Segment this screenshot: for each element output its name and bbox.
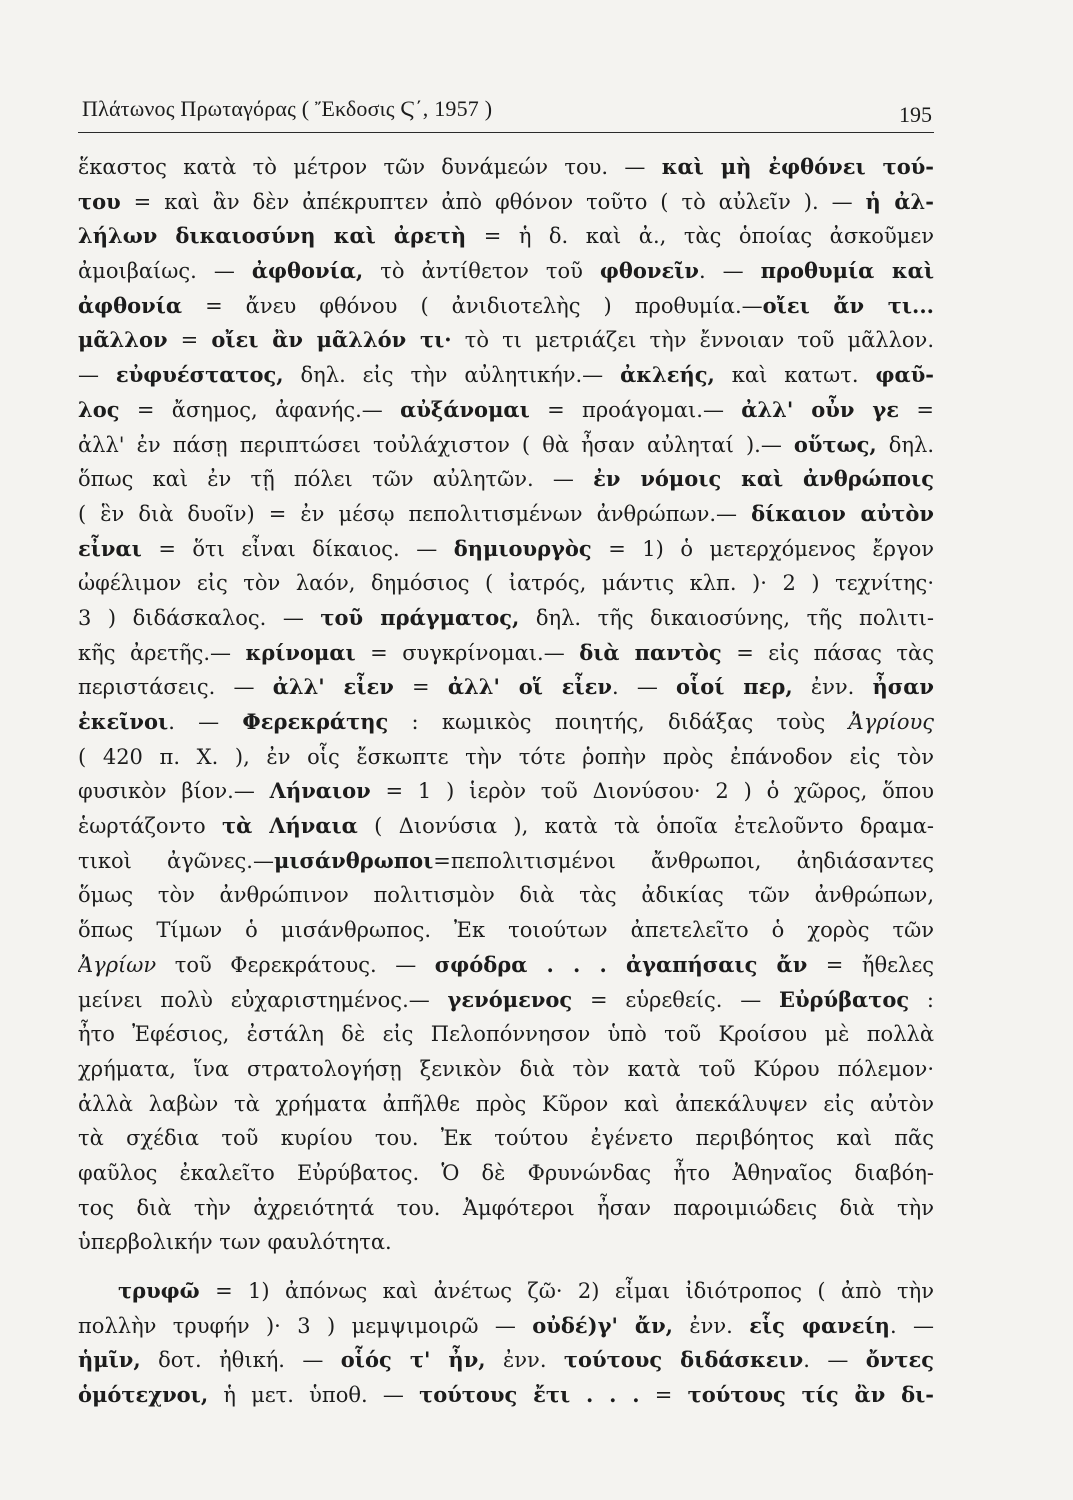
lemma-term: Λήναιον xyxy=(269,778,371,804)
lemma-term: λος xyxy=(78,396,120,422)
text-run: φαῦλος ἐκαλεῖτο Εὐρύβατος. Ὁ δὲ Φρυνώνδας ἦτο Ἀθηναῖος διαβόη- xyxy=(78,1160,934,1185)
text-run: = xyxy=(393,675,448,700)
text-run: δηλ. xyxy=(876,432,934,457)
text-line xyxy=(78,254,934,289)
text-line xyxy=(78,289,934,324)
lemma-term: ἡμῖν, xyxy=(78,1347,141,1373)
lemma-term: ἡ ἀλ- xyxy=(865,188,934,214)
text-line xyxy=(78,670,934,705)
text-run: ἀλλ' ἐν πάσῃ περιπτώσει τοὐλάχιστον ( θὰ ἦσαν αὐληταί ).— xyxy=(78,432,794,457)
text-run: ὠφέλιμον εἰς τὸν λαόν, δημόσιος ( ἰατρός, μάντις κλπ. )· 2 ) τεχνίτης· xyxy=(78,571,934,596)
lemma-term: ἦσαν xyxy=(872,674,934,700)
text-run: πολλὴν τρυφήν )· 3 ) μεμψιμοιρῶ — xyxy=(78,1313,533,1338)
text-line xyxy=(78,219,934,254)
lemma-term: τούτους διδάσκειν xyxy=(563,1347,804,1373)
lemma-term: γενόμενος xyxy=(447,986,573,1012)
text-line xyxy=(78,1121,934,1156)
text-run: ἐνν. xyxy=(792,675,873,700)
lemma-term: οἴει ἄν τι... xyxy=(762,292,934,318)
text-run: τοῦ Φερεκράτους. — xyxy=(156,952,435,977)
text-run: δοτ. ἠθική. — xyxy=(140,1348,341,1373)
lemma-term: Φερεκράτης xyxy=(242,709,389,734)
text-run: ( Διονύσια ), κατὰ τὰ ὁποῖα ἐτελοῦντο δραμα- xyxy=(357,814,934,839)
text-line xyxy=(78,323,934,358)
text-run: ἀμοιβαίως. — xyxy=(78,259,252,284)
text-line xyxy=(78,1274,934,1309)
lemma-term: του xyxy=(78,188,121,214)
text-line xyxy=(78,566,934,601)
text-line xyxy=(78,1052,934,1087)
text-run: . — xyxy=(698,259,761,284)
text-run: κῆς ἀρετῆς.— xyxy=(78,640,246,665)
text-run: ἐνν. xyxy=(672,1313,750,1338)
lemma-term: ὄντες xyxy=(865,1347,934,1373)
text-run: = 1) ἀπόνως καὶ ἀνέτως ζῶ· 2) εἶμαι ἰδιότροπος ( ἀπὸ τὴν xyxy=(199,1279,934,1303)
lemma-term: οἷός τ' ἦν, xyxy=(340,1347,486,1373)
lemma-term: σφόδρα . . . ἀγαπήσαις ἄν xyxy=(434,951,808,977)
text-run: τὸ ἀντίθετον τοῦ xyxy=(363,259,600,284)
text-run: τος διὰ τὴν ἀχρειότητά του. Ἀμφότεροι ἦσαν παροιμιώδεις διὰ τὴν xyxy=(78,1195,934,1220)
text-line xyxy=(78,1225,934,1260)
text-run: . — xyxy=(803,1348,866,1373)
text-line xyxy=(78,705,934,740)
text-run: = xyxy=(639,1383,688,1408)
text-run: ( 420 π. Χ. ), ἐν οἷς ἔσκωπτε τὴν τότε ῥοπὴν πρὸς ἐπάνοδον εἰς τὸν xyxy=(78,744,934,769)
lemma-term: κρίνομαι xyxy=(245,639,356,665)
text-run: = 1 ) ἱερὸν τοῦ Διονύσου· 2 ) ὁ χῶρος, ὅπου xyxy=(370,779,934,804)
text-line xyxy=(78,740,934,775)
lemma-term: προθυμία καὶ xyxy=(760,258,934,284)
lemma-term: τούτους ἔτι . . . xyxy=(419,1382,640,1408)
text-run: = xyxy=(899,397,934,422)
lemma-term: ἀλλ' οὖν γε xyxy=(741,396,900,422)
lemma-term: οἷοί περ, xyxy=(676,674,793,700)
text-run: : κωμικὸς ποιητής, διδάξας τοὺς xyxy=(388,710,849,734)
text-line xyxy=(78,358,934,393)
lemma-term: τρυφῶ xyxy=(118,1278,200,1303)
text-run: = εὑρεθείς. — xyxy=(572,987,779,1012)
text-run: : xyxy=(909,987,934,1012)
text-line xyxy=(78,1087,934,1122)
text-line xyxy=(78,636,934,671)
lemma-term: ὁμότεχνοι, xyxy=(78,1382,209,1408)
text-run: = ἄσημος, ἀφανής.— xyxy=(119,397,401,422)
paragraph-gap xyxy=(78,1260,934,1274)
text-line xyxy=(78,1378,934,1413)
lemma-term: αὐξάνομαι xyxy=(400,396,530,422)
lemma-term: καὶ μὴ ἐφθόνει τού- xyxy=(661,154,934,179)
text-run: ὅμως τὸν ἀνθρώπινον πολιτισμὸν διὰ τὰς ἀδικίας τῶν ἀνθρώπων, xyxy=(78,883,934,908)
text-run: τικοὶ ἀγῶνες.— xyxy=(78,848,274,873)
text-line xyxy=(78,150,934,185)
text-run: ὅπως Τίμων ὁ μισάνθρωπος. Ἐκ τοιούτων ἀπετελεῖτο ὁ χορὸς τῶν xyxy=(78,918,934,943)
lemma-term: δίκαιον αὐτὸν xyxy=(751,500,934,526)
lemma-term: δημιουργὸς xyxy=(453,535,592,561)
text-run: ἑωρτάζοντο xyxy=(78,814,222,839)
text-run: = ἡ δ. καὶ ἀ., τὰς ὁποίας ἀσκοῦμεν xyxy=(466,224,934,249)
lemma-term: μισάνθρωποι xyxy=(273,847,434,873)
text-run: . — xyxy=(889,1313,934,1338)
text-run: μείνει πολὺ εὐχαριστημένος.— xyxy=(78,987,448,1012)
page-number: 195 xyxy=(899,102,932,127)
lemma-term: ἐκεῖνοι xyxy=(78,709,169,734)
lemma-term: ἀφθονία, xyxy=(251,258,364,284)
text-line xyxy=(78,532,934,567)
lemma-term: ἀλλ' εἶεν xyxy=(272,674,394,700)
lemma-term: Εὐρύβατος xyxy=(778,986,910,1012)
text-line xyxy=(78,1017,934,1052)
running-head-title: Πλάτωνος Πρωταγόρας ( Ἔκδοσις Ϛ΄, 1957 ) xyxy=(82,96,493,121)
text-run: ὑπερβολικήν των φαυλότητα. xyxy=(78,1230,392,1255)
text-run: τὸ τι μετριάζει τὴν ἔννοιαν τοῦ μᾶλλον. xyxy=(451,328,934,353)
text-run: =πεπολιτισμένοι ἄνθρωποι, ἀηδιάσαντες xyxy=(433,848,934,873)
text-run: περιστάσεις. — xyxy=(78,675,273,700)
commentary-text xyxy=(78,150,934,1413)
text-line xyxy=(78,913,934,948)
text-line xyxy=(78,428,934,463)
running-head xyxy=(78,92,934,133)
lemma-term: μᾶλλον xyxy=(78,327,168,353)
lemma-term: διὰ παντὸς xyxy=(579,639,722,665)
text-line xyxy=(78,983,934,1018)
text-run: . — xyxy=(611,675,677,700)
lemma-term: εἷς φανείη xyxy=(749,1312,890,1338)
text-line xyxy=(78,1156,934,1191)
text-line xyxy=(78,185,934,220)
text-line xyxy=(78,497,934,532)
text-run: = 1) ὁ μετερχόμενος ἔργον xyxy=(591,536,934,561)
lemma-term: εὐφυέστατος, xyxy=(115,362,284,388)
italic-title: Ἀγρίων xyxy=(78,952,157,977)
lemma-term: οὐδέ)γ' ἄν, xyxy=(532,1312,673,1338)
text-run: 3 ) διδάσκαλος. — xyxy=(78,605,321,630)
text-run: καὶ κατωτ. xyxy=(714,363,876,388)
text-run: χρήματα, ἵνα στρατολογήσῃ ξενικὸν διὰ τὸν κατὰ τοῦ Κύρου πόλεμον· xyxy=(78,1056,934,1081)
text-line xyxy=(78,948,934,983)
lemma-term: φαῦ- xyxy=(875,362,934,388)
text-run: ἦτο Ἐφέσιος, ἐστάλη δὲ εἰς Πελοπόννησον ὑπὸ τοῦ Κροίσου μὲ πολλὰ xyxy=(78,1022,934,1047)
lemma-term: λήλων δικαιοσύνη καὶ ἀρετὴ xyxy=(78,223,467,249)
text-run: = ἤθελες xyxy=(807,952,934,977)
text-run: ὅπως καὶ ἐν τῇ πόλει τῶν αὐλητῶν. — xyxy=(78,467,594,492)
text-run: = ἄνευ φθόνου ( ἀνιδιοτελὴς ) προθυμία.— xyxy=(182,293,763,318)
text-run: = εἰς πάσας τὰς xyxy=(721,640,934,665)
text-run: ἕκαστος κατὰ τὸ μέτρον τῶν δυνάμεών του. — xyxy=(78,155,662,179)
lemma-term: τούτους τίς ἂν δι- xyxy=(687,1382,934,1408)
text-line xyxy=(78,809,934,844)
text-line xyxy=(78,393,934,428)
text-run: = συγκρίνομαι.— xyxy=(355,640,580,665)
text-run: δηλ. τῆς δικαιοσύνης, τῆς πολιτι- xyxy=(519,605,934,630)
text-run: = xyxy=(167,328,212,353)
text-line xyxy=(78,462,934,497)
lemma-term: ἀλλ' οἵ εἶεν xyxy=(447,674,612,700)
lemma-term: εἶναι xyxy=(78,535,142,561)
lemma-term: οἴει ἂν μᾶλλόν τι· xyxy=(211,327,452,353)
text-line xyxy=(78,878,934,913)
lemma-term: οὕτως, xyxy=(793,431,877,457)
lemma-term: ἐν νόμοις καὶ ἀνθρώποις xyxy=(593,466,934,492)
lemma-term: ἀκλεής, xyxy=(620,362,715,388)
lemma-term: ἀφθονία xyxy=(78,292,183,318)
text-run: = ὅτι εἶναι δίκαιος. — xyxy=(141,536,454,561)
text-run: τὰ σχέδια τοῦ κυρίου του. Ἐκ τούτου ἐγένετο περιβόητος καὶ πᾶς xyxy=(78,1126,934,1151)
text-line xyxy=(78,774,934,809)
text-run: — xyxy=(78,363,116,388)
text-line xyxy=(78,1343,934,1378)
text-run: = προάγομαι.— xyxy=(529,397,742,422)
lemma-term: φθονεῖν xyxy=(599,258,699,284)
text-run: . — xyxy=(168,710,243,734)
lemma-term: τοῦ πράγματος, xyxy=(320,604,520,630)
text-run: ( ἓν διὰ δυοῖν) = ἐν μέσῳ πεπολιτισμένων ἀνθρώπων.— xyxy=(78,501,752,526)
text-run: ἐνν. xyxy=(485,1348,564,1373)
text-line xyxy=(78,1191,934,1226)
text-line xyxy=(78,1309,934,1344)
text-line xyxy=(78,844,934,879)
text-run: ἀλλὰ λαβὼν τὰ χρήματα ἀπῆλθε πρὸς Κῦρον καὶ ἀπεκάλυψεν εἰς αὐτὸν xyxy=(78,1091,934,1116)
text-run: ἡ μετ. ὑποθ. — xyxy=(208,1383,420,1408)
text-run: φυσικὸν βίον.— xyxy=(78,779,270,804)
italic-title: Ἀγρίους xyxy=(848,710,934,734)
text-run: δηλ. εἰς τὴν αὐλητικήν.— xyxy=(283,363,621,388)
text-run: = καὶ ἂν δὲν ἀπέκρυπτεν ἀπὸ φθόνον τοῦτο ( τὸ αὐλεῖν ). — xyxy=(120,189,866,214)
lemma-term: τὰ Λήναια xyxy=(221,813,358,839)
text-line xyxy=(78,601,934,636)
